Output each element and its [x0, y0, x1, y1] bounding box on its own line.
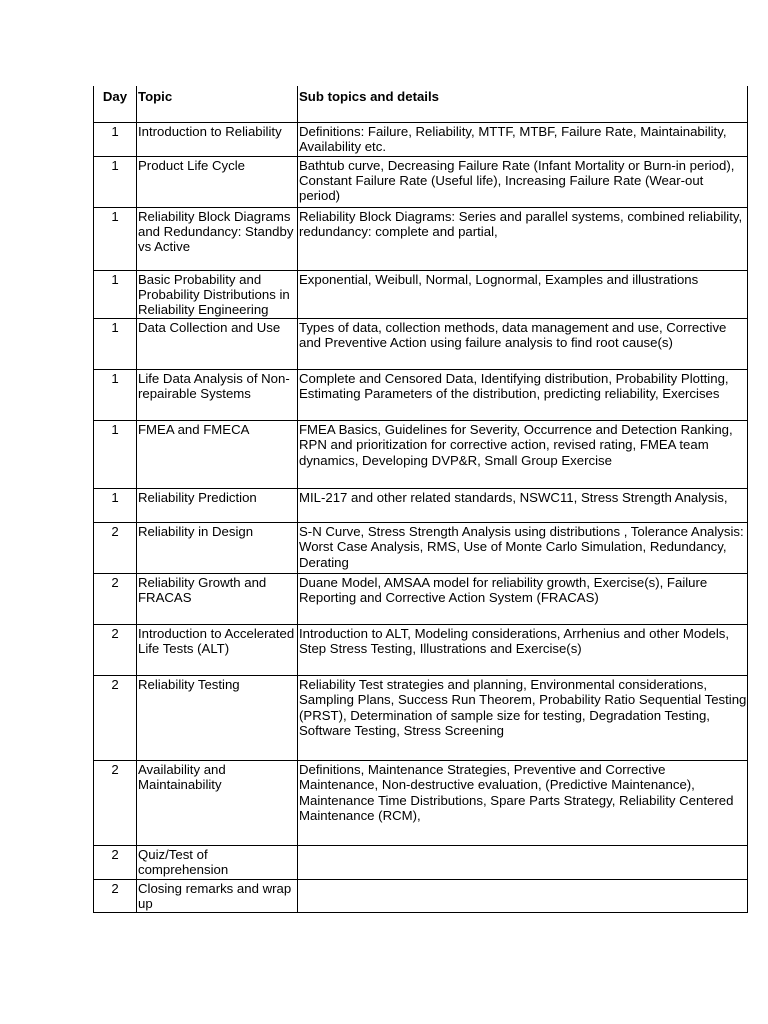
row-day: 1: [94, 122, 137, 156]
row-details: S-N Curve, Stress Strength Analysis using distributions , Tolerance Analysis: Worst Case Analysis, RMS, Use of Monte Carlo Simulation, Redundancy, Derating: [298, 522, 748, 573]
row-day: 1: [94, 420, 137, 488]
row-day: 1: [94, 488, 137, 522]
table-header-row: [94, 86, 748, 122]
header-details: Sub topics and details: [298, 86, 748, 122]
row-details: Types of data, collection methods, data management and use, Corrective and Preventive Action using failure analysis to find root cause(s): [298, 318, 748, 369]
row-details: Reliability Test strategies and planning, Environmental considerations, Sampling Plans, Success Run Theorem, Probability Ratio Sequential Testing (PRST), Determination of sample size for testing, Degradation Testing, Software Testing, Stress Screening: [298, 675, 748, 760]
header-topic: Topic: [137, 86, 298, 122]
row-day: 1: [94, 207, 137, 270]
row-topic: Introduction to Reliability: [137, 122, 298, 156]
table-row: [94, 624, 748, 675]
table-row: [94, 369, 748, 420]
row-details: Reliability Block Diagrams: Series and parallel systems, combined reliability, redundancy: complete and partial,: [298, 207, 748, 270]
row-day: 1: [94, 156, 137, 207]
table-row: [94, 122, 748, 156]
row-topic: Introduction to Accelerated Life Tests (ALT): [137, 624, 298, 675]
row-day: 2: [94, 522, 137, 573]
table-row: [94, 318, 748, 369]
row-topic: Reliability Prediction: [137, 488, 298, 522]
row-day: 1: [94, 369, 137, 420]
table-row: [94, 420, 748, 488]
row-day: 2: [94, 675, 137, 760]
row-day: 1: [94, 270, 137, 318]
row-details: [298, 879, 748, 912]
row-details: Complete and Censored Data, Identifying distribution, Probability Plotting, Estimating Parameters of the distribution, predicting reliability, Exercises: [298, 369, 748, 420]
row-day: 2: [94, 760, 137, 845]
row-details: FMEA Basics, Guidelines for Severity, Occurrence and Detection Ranking, RPN and prioritization for corrective action, revised rating, FMEA team dynamics, Developing DVP&R, Small Group Exercise: [298, 420, 748, 488]
row-topic: Product Life Cycle: [137, 156, 298, 207]
row-details: Definitions, Maintenance Strategies, Preventive and Corrective Maintenance, Non-destructive evaluation, (Predictive Maintenance), Maintenance Time Distributions, Spare Parts Strategy, Reliability Centered Maintenance (RCM),: [298, 760, 748, 845]
row-topic: Availability and Maintainability: [137, 760, 298, 845]
course-schedule-table: [93, 86, 748, 913]
row-day: 2: [94, 573, 137, 624]
table-row: [94, 675, 748, 760]
row-topic: Quiz/Test of comprehension: [137, 845, 298, 879]
table-row: [94, 488, 748, 522]
row-topic: Basic Probability and Probability Distributions in Reliability Engineering: [137, 270, 298, 318]
table-row: [94, 573, 748, 624]
row-details: Exponential, Weibull, Normal, Lognormal, Examples and illustrations: [298, 270, 748, 318]
row-topic: Reliability Testing: [137, 675, 298, 760]
row-details: Duane Model, AMSAA model for reliability growth, Exercise(s), Failure Reporting and Corrective Action System (FRACAS): [298, 573, 748, 624]
row-day: 2: [94, 879, 137, 912]
table-row: [94, 760, 748, 845]
row-day: 2: [94, 845, 137, 879]
row-topic: Closing remarks and wrap up: [137, 879, 298, 912]
row-topic: Data Collection and Use: [137, 318, 298, 369]
table-body: [94, 122, 748, 912]
row-details: Definitions: Failure, Reliability, MTTF, MTBF, Failure Rate, Maintainability, Availability etc.: [298, 122, 748, 156]
row-details: MIL-217 and other related standards, NSWC11, Stress Strength Analysis,: [298, 488, 748, 522]
row-topic: FMEA and FMECA: [137, 420, 298, 488]
row-day: 2: [94, 624, 137, 675]
table-row: [94, 879, 748, 912]
table-row: [94, 207, 748, 270]
row-topic: Reliability Growth and FRACAS: [137, 573, 298, 624]
table-row: [94, 156, 748, 207]
row-topic: Reliability Block Diagrams and Redundancy: Standby vs Active: [137, 207, 298, 270]
row-day: 1: [94, 318, 137, 369]
table-row: [94, 845, 748, 879]
row-topic: Life Data Analysis of Non-repairable Systems: [137, 369, 298, 420]
table-row: [94, 270, 748, 318]
table-row: [94, 522, 748, 573]
row-details: [298, 845, 748, 879]
row-details: Bathtub curve, Decreasing Failure Rate (Infant Mortality or Burn-in period), Constant Failure Rate (Useful life), Increasing Failure Rate (Wear-out period): [298, 156, 748, 207]
header-day: Day: [94, 86, 137, 122]
row-details: Introduction to ALT, Modeling considerations, Arrhenius and other Models, Step Stress Testing, Illustrations and Exercise(s): [298, 624, 748, 675]
row-topic: Reliability in Design: [137, 522, 298, 573]
